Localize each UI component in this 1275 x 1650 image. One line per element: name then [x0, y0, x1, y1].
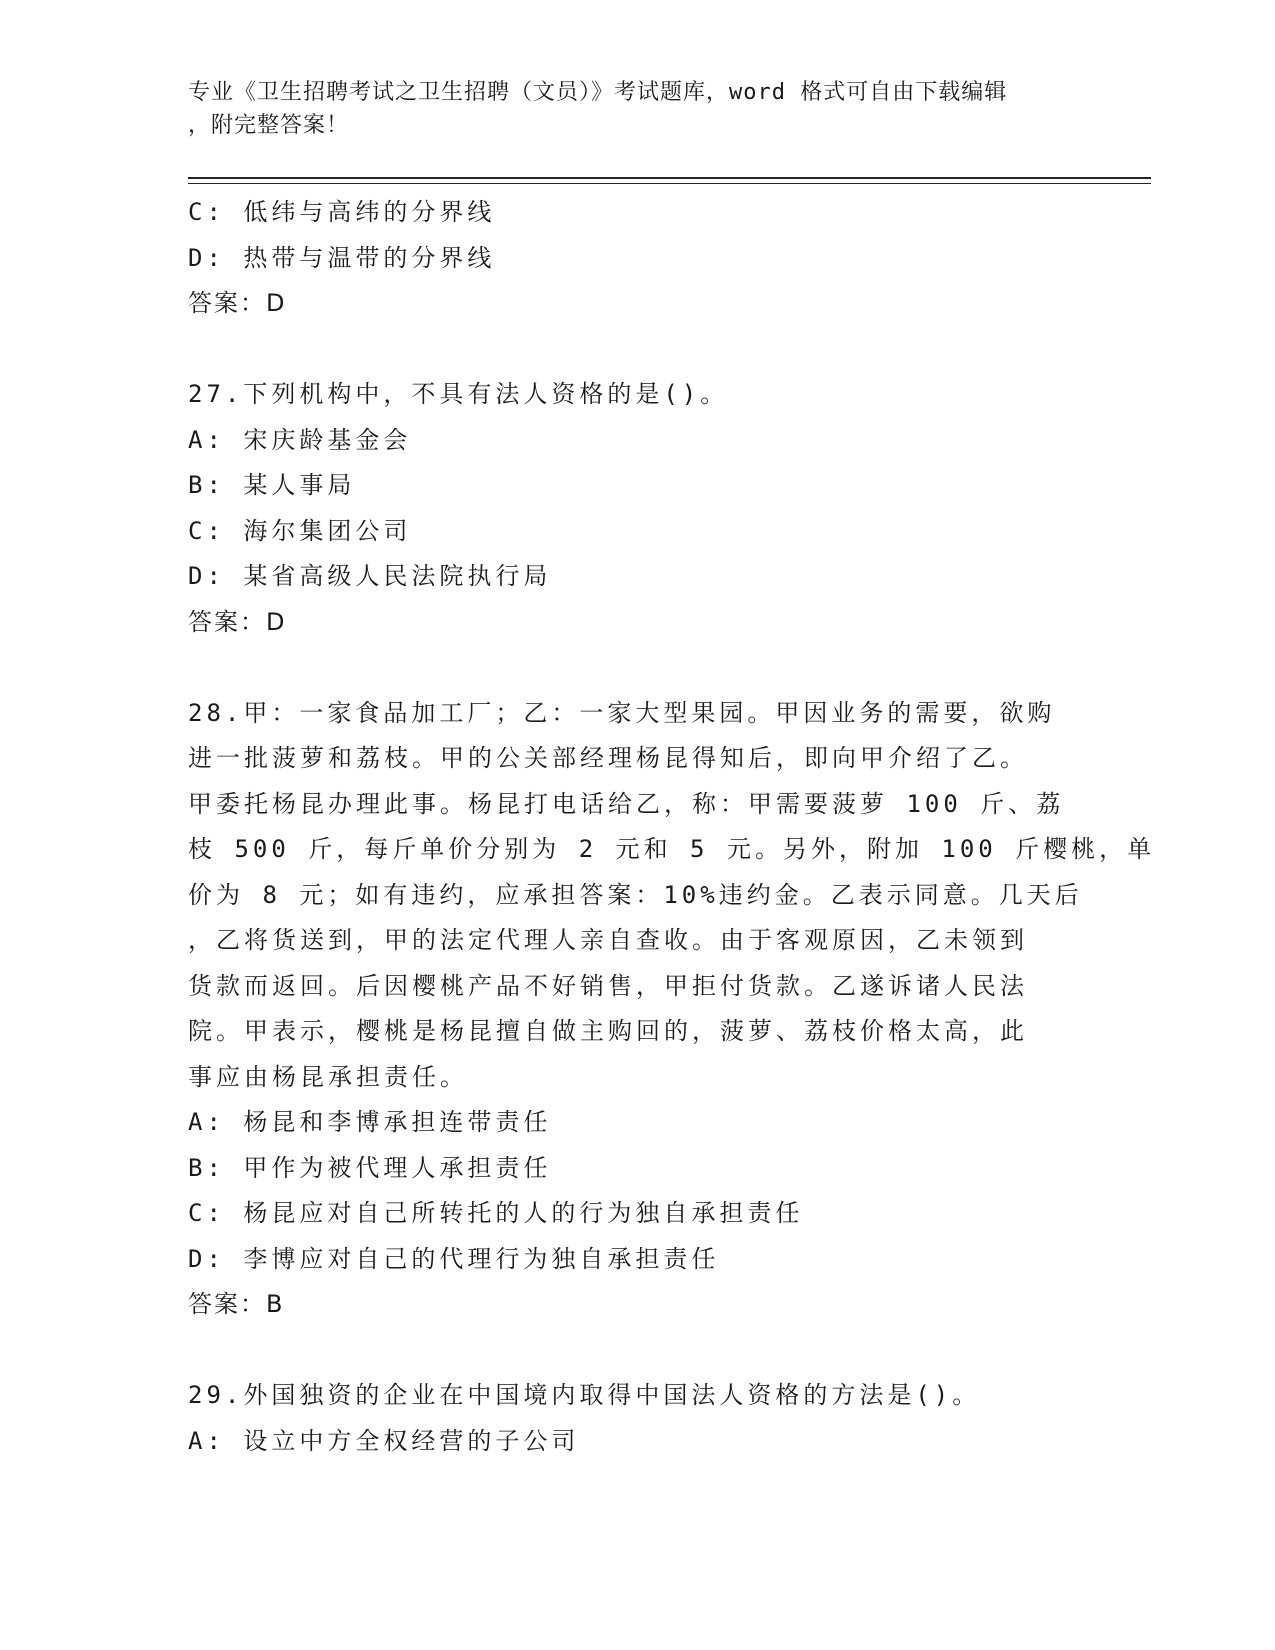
option-c: C: 海尔集团公司 [188, 516, 412, 545]
option-a: A: 宋庆龄基金会 [188, 425, 412, 454]
question-stem-line: ，乙将货送到，甲的法定代理人亲自查收。由于客观原因，乙未领到 [188, 926, 1028, 954]
header-line-1: 专业《卫生招聘考试之卫生招聘（文员）》考试题库，word 格式可自由下载编辑 [188, 80, 1008, 105]
question-27 [188, 372, 1088, 645]
option-a: A: 杨昆和李博承担连带责任 [188, 1108, 552, 1136]
answer: 答案：B [188, 1290, 285, 1318]
option-c: C: 低纬与高纬的分界线 [188, 198, 496, 226]
option-d: D: 某省高级人民法院执行局 [188, 562, 552, 590]
question-stem-line: 28.甲：一家食品加工厂；乙：一家大型果园。甲因业务的需要，欲购 [188, 698, 1056, 727]
answer: 答案：D [188, 289, 287, 317]
question-stem-line: 院。甲表示，樱桃是杨昆擅自做主购回的，菠萝、荔枝价格太高，此 [188, 1017, 1028, 1045]
question-stem-line: 价为 8 元；如有违约，应承担答案：10%违约金。乙表示同意。几天后 [188, 880, 1083, 909]
question-26-tail [188, 190, 1088, 327]
question-stem: 27.下列机构中，不具有法人资格的是()。 [188, 380, 729, 408]
option-a: A: 设立中方全权经营的子公司 [188, 1426, 580, 1455]
question-content [188, 190, 1156, 1464]
header-divider-thin [188, 183, 1151, 184]
option-d: D: 李博应对自己的代理行为独自承担责任 [188, 1244, 720, 1273]
question-stem-line: 进一批菠萝和荔枝。甲的公关部经理杨昆得知后，即向甲介绍了乙。 [188, 744, 1028, 772]
question-28 [188, 691, 1156, 1328]
question-stem-line: 甲委托杨昆办理此事。杨昆打电话给乙，称：甲需要菠萝 100 斤、荔 [188, 789, 1065, 818]
question-stem-line: 事应由杨昆承担责任。 [188, 1062, 468, 1091]
option-b: B: 某人事局 [188, 471, 356, 499]
header-line-2: ，附完整答案！ [188, 113, 350, 138]
option-b: B: 甲作为被代理人承担责任 [188, 1153, 552, 1182]
option-c: C: 杨昆应对自己所转托的人的行为独自承担责任 [188, 1199, 804, 1227]
document-header [188, 76, 1088, 142]
header-divider-thick [188, 177, 1151, 179]
question-stem-line: 货款而返回。后因樱桃产品不好销售，甲拒付货款。乙遂诉诸人民法 [188, 971, 1028, 1000]
question-29 [188, 1373, 1088, 1464]
option-d: D: 热带与温带的分界线 [188, 243, 496, 272]
answer: 答案：D [188, 607, 287, 636]
question-stem-line: 枝 500 斤，每斤单价分别为 2 元和 5 元。另外，附加 100 斤樱桃，单 [188, 835, 1156, 863]
question-stem: 29.外国独资的企业在中国境内取得中国法人资格的方法是()。 [188, 1381, 981, 1409]
